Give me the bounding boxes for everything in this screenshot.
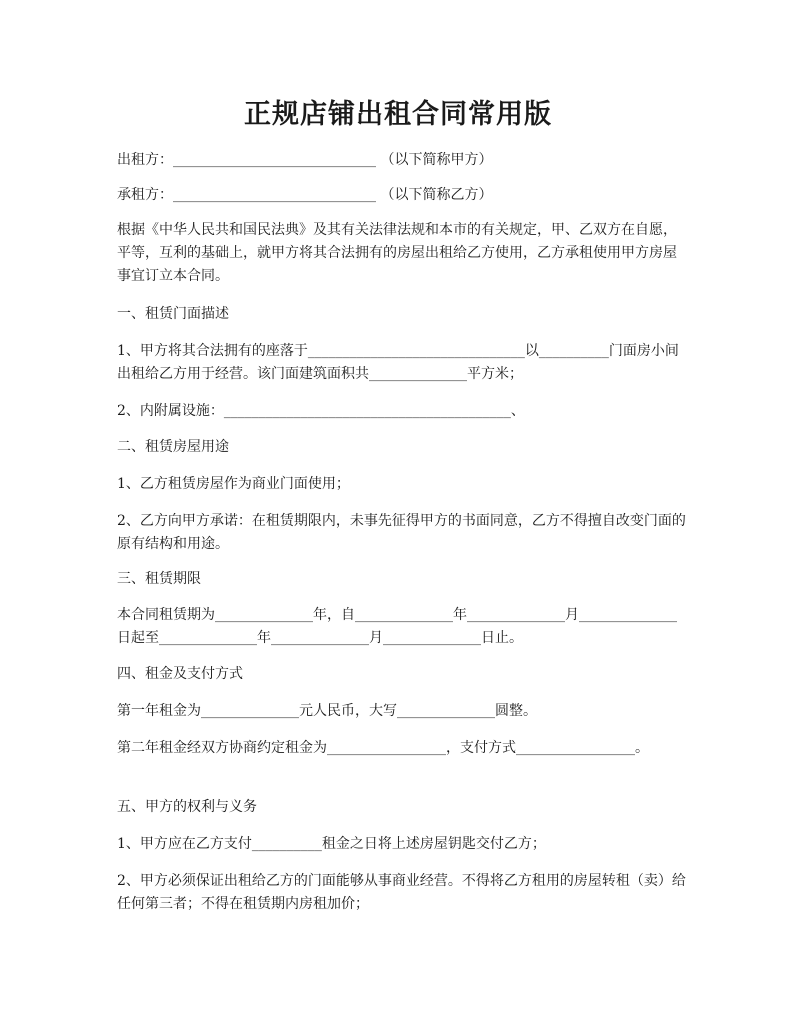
clause-1-1: 1、甲方将其合法拥有的座落于_______________________________以__________门面房小间出租给乙方用于经营。该门面建筑面积共______________平方米； <box>117 343 679 382</box>
section-4-heading: 四、租金及支付方式 <box>117 666 243 682</box>
section-5-heading: 五、甲方的权利与义务 <box>117 799 257 815</box>
clause-2-2: 2、乙方向甲方承诺：在租赁期限内，未事先征得甲方的书面同意，乙方不得擅自改变门面的原有结构和用途。 <box>117 513 686 552</box>
lease-term-paragraph: 本合同租赁期为______________年，自______________年______________月______________日起至______________年______________月______________日止。 <box>117 607 677 646</box>
document-title: 正规店铺出租合同常用版 <box>244 99 552 130</box>
first-year-rent-line: 第一年租金为______________元人民币，大写______________圆整。 <box>117 703 537 719</box>
clause-5-1: 1、甲方应在乙方支付__________租金之日将上述房屋钥匙交付乙方； <box>117 836 546 852</box>
clause-5-2: 2、甲方必须保证出租给乙方的门面能够从事商业经营。不得将乙方租用的房屋转租（卖）给任何第三者；不得在租赁期内房租加价； <box>117 873 686 912</box>
clause-1-2: 2、内附属设施：_________________________________________、 <box>117 403 525 419</box>
preamble-paragraph: 根据《中华人民共和国民法典》及其有关法律法规和本市的有关规定，甲、乙双方在自愿，平等，互利的基础上，就甲方将其合法拥有的房屋出租给乙方使用，乙方承租使用甲方房屋事宜订立本合同。 <box>117 222 677 284</box>
lessor-line: 出租方：_____________________________ （以下简称甲方） <box>117 152 493 168</box>
section-1-heading: 一、租赁门面描述 <box>117 306 229 322</box>
section-3-heading: 三、租赁期限 <box>117 571 201 587</box>
second-year-rent-paragraph: 第二年租金经双方协商约定租金为_________________，支付方式_________________。 <box>117 740 649 756</box>
lessee-line: 承租方：_____________________________ （以下简称乙方） <box>117 187 493 203</box>
section-2-heading: 二、租赁房屋用途 <box>117 439 229 455</box>
clause-2-1: 1、乙方租赁房屋作为商业门面使用； <box>117 476 350 492</box>
